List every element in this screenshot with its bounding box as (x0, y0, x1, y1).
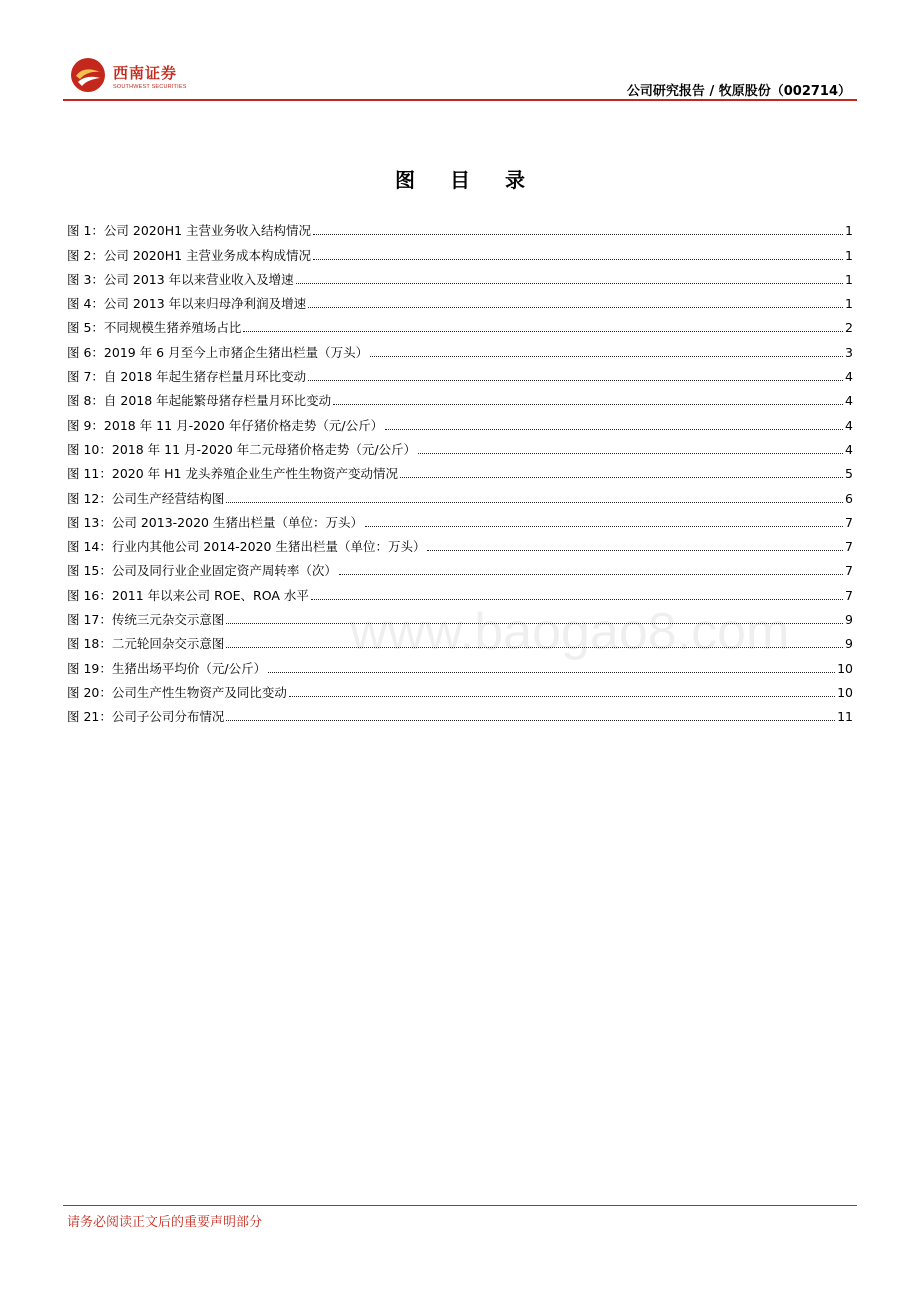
toc-entry-page: 11 (837, 709, 853, 725)
toc-entry[interactable] (67, 313, 853, 337)
toc-entry[interactable] (67, 653, 853, 677)
toc-entry-label: 图 13：公司 2013-2020 生猪出栏量（单位：万头） (67, 514, 363, 530)
toc-entry-page: 10 (837, 684, 853, 700)
toc-entry[interactable] (67, 265, 853, 289)
toc-entry-page: 4 (845, 369, 853, 385)
toc-entry-page: 9 (845, 636, 853, 652)
toc-entry[interactable] (67, 435, 853, 459)
toc-entry-page: 7 (845, 539, 853, 555)
toc-entry[interactable] (67, 678, 853, 702)
toc-entry-label: 图 16：2011 年以来公司 ROE、ROA 水平 (67, 587, 309, 603)
toc-entry[interactable] (67, 410, 853, 434)
watermark: www.baogao8.com (350, 603, 790, 661)
header-divider (63, 99, 857, 101)
toc-entry[interactable] (67, 459, 853, 483)
toc-entry-page: 4 (845, 441, 853, 457)
toc-dot-leader (313, 234, 843, 235)
footer-notice: 请务必阅读正文后的重要声明部分 (67, 1215, 263, 1230)
toc-entry-page: 3 (845, 344, 853, 360)
toc-entry-page: 7 (845, 587, 853, 603)
toc-entry-label: 图 12：公司生产经营结构图 (67, 490, 225, 506)
toc-entry-page: 5 (845, 466, 853, 482)
toc-entry-page: 7 (845, 514, 853, 530)
toc-dot-leader (308, 307, 843, 308)
toc-entry-page: 1 (845, 247, 853, 263)
toc-entry-label: 图 9：2018 年 11 月-2020 年仔猪价格走势（元/公斤） (67, 417, 384, 433)
toc-entry-label: 图 20：公司生产性生物资产及同比变动 (67, 684, 287, 700)
company-logo (69, 56, 199, 96)
toc-entry-label: 图 8：自 2018 年起能繁母猪存栏量月环比变动 (67, 393, 332, 409)
toc-entry-label: 图 6：2019 年 6 月至今上市猪企生猪出栏量（万头） (67, 344, 369, 360)
toc-entry[interactable] (67, 556, 853, 580)
toc-dot-leader (370, 356, 843, 357)
toc-dot-leader (427, 550, 843, 551)
toc-entry-label: 图 14：行业内其他公司 2014-2020 生猪出栏量（单位：万头） (67, 539, 426, 555)
toc-entry[interactable] (67, 702, 853, 726)
toc-dot-leader (268, 672, 835, 673)
toc-title: 图 目 录 (395, 168, 539, 192)
toc-entry-page: 4 (845, 393, 853, 409)
toc-entry[interactable] (67, 532, 853, 556)
toc-dot-leader (226, 623, 843, 624)
toc-entry-label: 图 7：自 2018 年起生猪存栏量月环比变动 (67, 369, 307, 385)
logo-chinese-name: 西南证券 (113, 64, 178, 82)
toc-entry-page: 1 (845, 223, 853, 239)
toc-dot-leader (226, 502, 843, 503)
page-header (63, 52, 857, 102)
toc-entry-page: 9 (845, 612, 853, 628)
toc-dot-leader (339, 574, 843, 575)
toc-entry[interactable] (67, 386, 853, 410)
toc-dot-leader (289, 696, 835, 697)
toc-entry[interactable] (67, 337, 853, 361)
toc-entry[interactable] (67, 508, 853, 532)
toc-entry-label: 图 2：公司 2020H1 主营业务成本构成情况 (67, 247, 312, 263)
toc-entry-page: 10 (837, 660, 853, 676)
toc-dot-leader (385, 429, 843, 430)
toc-entry[interactable] (67, 240, 853, 264)
toc-entry[interactable] (67, 629, 853, 653)
toc-dot-leader (296, 283, 843, 284)
toc-entry-label: 图 4：公司 2013 年以来归母净利润及增速 (67, 296, 307, 312)
toc-entry-page: 4 (845, 417, 853, 433)
footer-divider (63, 1205, 857, 1206)
figure-toc-list (67, 216, 853, 726)
toc-entry-label: 图 17：传统三元杂交示意图 (67, 612, 225, 628)
toc-dot-leader (418, 453, 843, 454)
toc-entry-page: 6 (845, 490, 853, 506)
toc-entry[interactable] (67, 362, 853, 386)
toc-dot-leader (243, 331, 843, 332)
toc-entry[interactable] (67, 580, 853, 604)
toc-entry[interactable] (67, 289, 853, 313)
toc-entry[interactable] (67, 216, 853, 240)
toc-dot-leader (226, 647, 843, 648)
toc-entry-label: 图 19：生猪出场平均价（元/公斤） (67, 660, 267, 676)
toc-entry-label: 图 5：不同规模生猪养殖场占比 (67, 320, 242, 336)
toc-entry[interactable] (67, 605, 853, 629)
toc-dot-leader (400, 477, 843, 478)
toc-entry-label: 图 18：二元轮回杂交示意图 (67, 636, 225, 652)
toc-entry-label: 图 21：公司子公司分布情况 (67, 709, 225, 725)
toc-entry-label: 图 1：公司 2020H1 主营业务收入结构情况 (67, 223, 312, 239)
toc-entry-label: 图 11：2020 年 H1 龙头养殖企业生产性生物资产变动情况 (67, 466, 398, 482)
report-title: 公司研究报告 / 牧原股份（002714） (626, 84, 851, 99)
logo-english-name: SOUTHWEST SECURITIES (113, 84, 187, 90)
toc-dot-leader (313, 259, 843, 260)
toc-entry-page: 2 (845, 320, 853, 336)
toc-entry-page: 1 (845, 296, 853, 312)
toc-entry[interactable] (67, 483, 853, 507)
toc-dot-leader (311, 599, 843, 600)
toc-entry-label: 图 15：公司及同行业企业固定资产周转率（次） (67, 563, 337, 579)
toc-dot-leader (333, 404, 843, 405)
toc-dot-leader (226, 720, 835, 721)
toc-entry-page: 7 (845, 563, 853, 579)
toc-dot-leader (365, 526, 843, 527)
southwest-securities-logo-icon (69, 56, 107, 94)
toc-entry-label: 图 3：公司 2013 年以来营业收入及增速 (67, 271, 294, 287)
toc-entry-page: 1 (845, 271, 853, 287)
toc-entry-label: 图 10：2018 年 11 月-2020 年二元母猪价格走势（元/公斤） (67, 441, 417, 457)
toc-dot-leader (308, 380, 843, 381)
